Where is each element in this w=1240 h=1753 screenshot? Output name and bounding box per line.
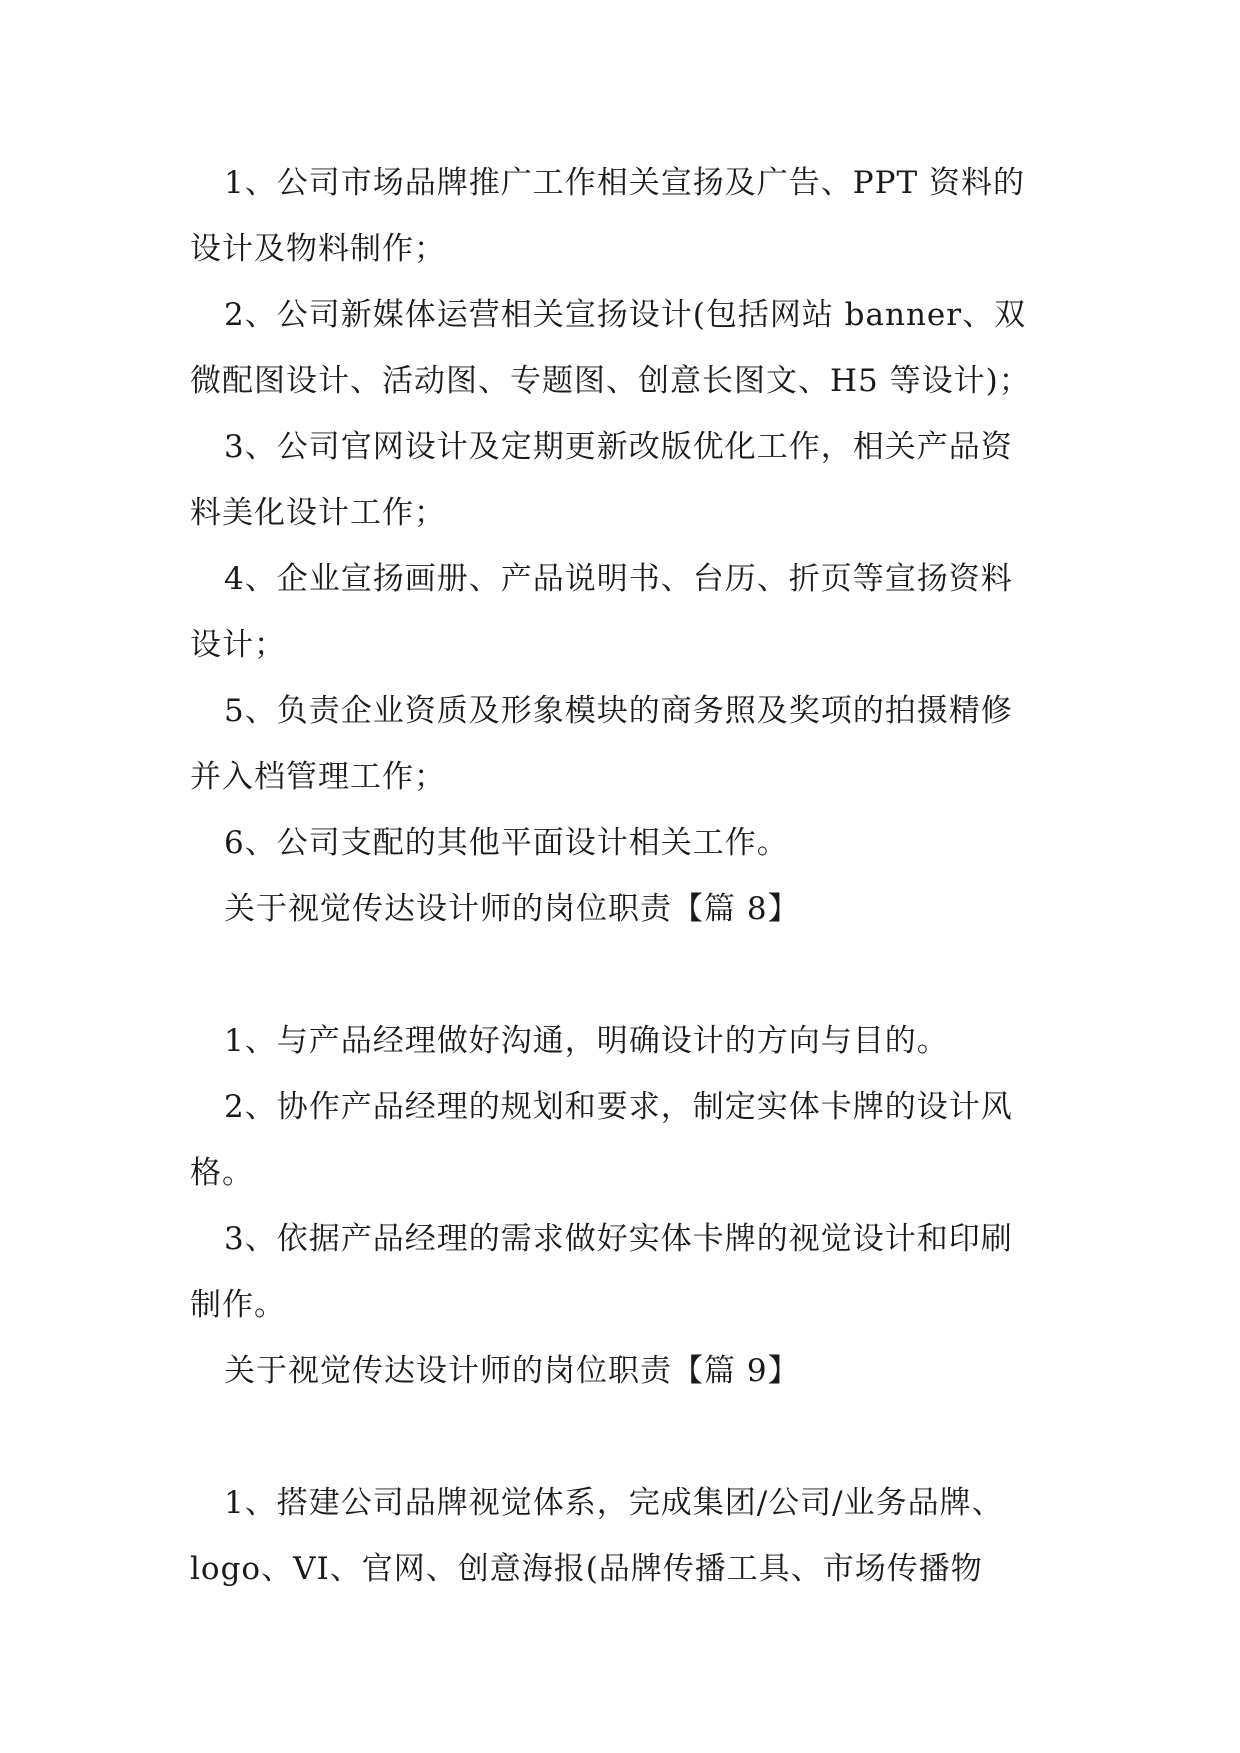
paragraph-line: 2、协作产品经理的规划和要求，制定实体卡牌的设计风: [224, 1089, 1013, 1125]
blank-line: [190, 1404, 1052, 1470]
paragraph-line: 格。: [190, 1155, 254, 1191]
paragraph-line: 3、依据产品经理的需求做好实体卡牌的视觉设计和印刷: [224, 1221, 1013, 1257]
paragraph-line: 6、公司支配的其他平面设计相关工作。: [224, 825, 789, 861]
paragraph-line: 设计及物料制作；: [190, 231, 446, 267]
paragraph-line: logo、VI、官网、创意海报(品牌传播工具、市场传播物: [190, 1551, 983, 1587]
paragraph-line: 2、公司新媒体运营相关宣扬设计(包括网站 banner、双: [224, 297, 1027, 333]
document-body: [190, 150, 1052, 1602]
paragraph-line: 并入档管理工作；: [190, 759, 446, 795]
paragraph-line: 5、负责企业资质及形象模块的商务照及奖项的拍摄精修: [224, 693, 1013, 729]
blank-line: [190, 942, 1052, 1008]
paragraph-line: 制作。: [190, 1287, 286, 1323]
paragraph-line: 微配图设计、活动图、专题图、创意长图文、H5 等设计)；: [190, 363, 1031, 399]
section-heading-8: 关于视觉传达设计师的岗位职责【篇 8】: [224, 891, 800, 927]
paragraph-line: 3、公司官网设计及定期更新改版优化工作，相关产品资: [224, 429, 1013, 465]
paragraph-line: 1、搭建公司品牌视觉体系，完成集团/公司/业务品牌、: [224, 1485, 1004, 1521]
paragraph-line: 1、公司市场品牌推广工作相关宣扬及广告、PPT 资料的: [224, 165, 1025, 201]
paragraph-line: 设计；: [190, 627, 286, 663]
paragraph-line: 料美化设计工作；: [190, 495, 446, 531]
section-heading-9: 关于视觉传达设计师的岗位职责【篇 9】: [224, 1353, 800, 1389]
paragraph-line: 4、企业宣扬画册、产品说明书、台历、折页等宣扬资料: [224, 561, 1013, 597]
paragraph-line: 1、与产品经理做好沟通，明确设计的方向与目的。: [224, 1023, 949, 1059]
